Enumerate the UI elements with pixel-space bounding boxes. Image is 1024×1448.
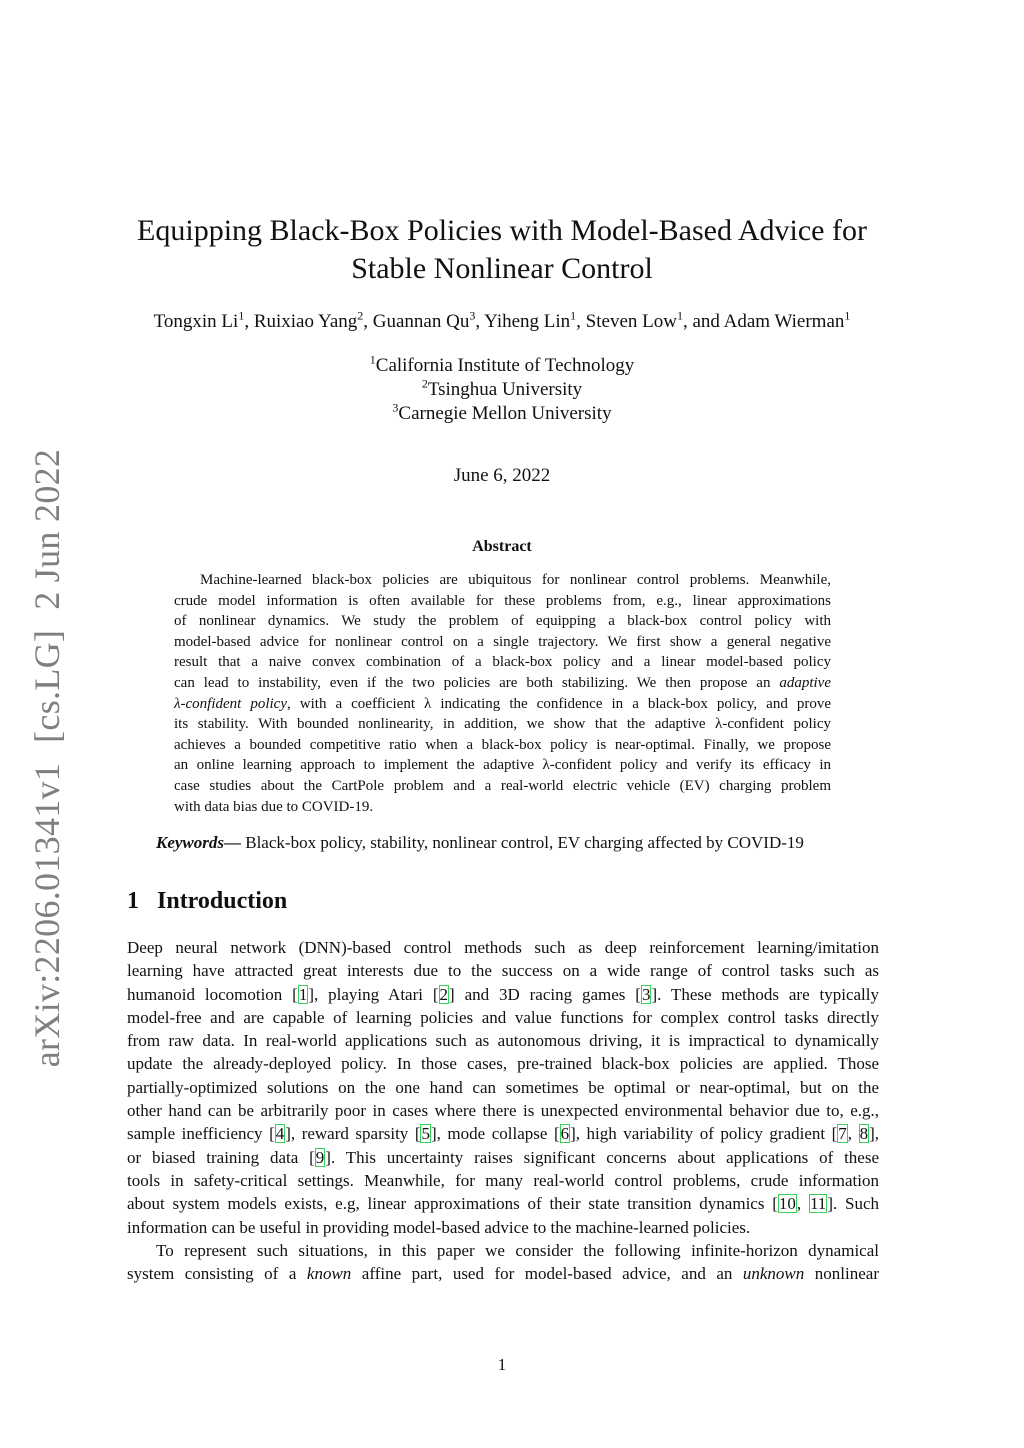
text-run: Deep neural network (DNN)-based control methods such as deep reinforcement learning/imitation bbox=[127, 938, 879, 957]
abstract-line: λ-confident policy, with a coefficient λ indicating the confidence in a black-box policy, and prove bbox=[174, 695, 832, 712]
text-run: information can be useful in providing model-based advice to the machine-learned policies. bbox=[127, 1217, 751, 1237]
keywords-label: Keywords— bbox=[156, 833, 241, 852]
intro-line bbox=[127, 1216, 879, 1239]
author-separator: , bbox=[244, 311, 254, 332]
author-name: Tongxin Li bbox=[153, 311, 239, 332]
introduction-body bbox=[127, 936, 879, 1285]
keywords-line bbox=[156, 833, 876, 853]
text-run: or biased training data [ bbox=[127, 1147, 315, 1167]
affiliation-mark: 1 bbox=[369, 352, 376, 367]
text-run: ]. This uncertainty raises significant concerns about applications of these bbox=[325, 1147, 879, 1167]
affiliation-mark: 2 bbox=[421, 376, 428, 391]
text-run: ], high variability of policy gradient [ bbox=[570, 1124, 838, 1144]
abstract-line: model-based advice for nonlinear control on a single trajectory. We first show a general negative bbox=[174, 633, 831, 650]
citation-link[interactable]: 1 bbox=[298, 984, 308, 1004]
intro-line bbox=[127, 1052, 879, 1075]
author-affiliation-mark: 1 bbox=[676, 308, 683, 323]
publication-date: June 6, 2022 bbox=[453, 465, 551, 486]
intro-line bbox=[127, 1239, 879, 1262]
affiliation-name: Carnegie Mellon University bbox=[398, 403, 612, 424]
citation-link[interactable]: 6 bbox=[560, 1124, 570, 1144]
author-separator: , bbox=[576, 311, 586, 332]
title-line: Stable Nonlinear Control bbox=[351, 252, 653, 285]
intro-line bbox=[127, 1029, 879, 1052]
citation-link[interactable]: 9 bbox=[315, 1147, 325, 1167]
text-run: model-free and are capable of learning policies and value functions for complex control tasks directly bbox=[127, 1007, 879, 1027]
citation-link[interactable]: 4 bbox=[275, 1124, 285, 1144]
text-run: affine part, used for model-based advice, and an bbox=[351, 1264, 743, 1284]
text-run: ], reward sparsity [ bbox=[285, 1124, 421, 1144]
section-number: 1 bbox=[127, 888, 139, 914]
author-separator: , bbox=[363, 311, 373, 332]
emphasis: known bbox=[306, 1264, 352, 1284]
abstract-line: an online learning approach to implement the adaptive λ-confident policy and verify its efficacy in bbox=[174, 757, 831, 774]
author-name: Ruixiao Yang bbox=[253, 311, 358, 332]
text-run: ]. These methods are typically bbox=[651, 984, 879, 1004]
text-run: humanoid locomotion [ bbox=[127, 984, 298, 1004]
citation-link[interactable]: 11 bbox=[809, 1194, 827, 1214]
arxiv-date: 2 Jun 2022 bbox=[27, 448, 67, 610]
intro-line bbox=[127, 1122, 879, 1145]
intro-line bbox=[127, 1146, 879, 1169]
text-run: from raw data. In real-world applications such as autonomous driving, it is impractical to dynamically bbox=[127, 1031, 879, 1051]
affiliation bbox=[0, 402, 1004, 426]
text-run: nonlinear bbox=[804, 1264, 879, 1284]
citation-link[interactable]: 3 bbox=[641, 984, 651, 1004]
author-separator: , and bbox=[682, 311, 724, 332]
author-name: Adam Wierman bbox=[723, 311, 845, 332]
text-run: update the already-deployed policy. In those cases, pre-trained black-box policies are applied. Those bbox=[127, 1054, 879, 1074]
text-run: about system models exists, e.g, linear approximations of their state transition dynamics [ bbox=[127, 1194, 778, 1214]
intro-line bbox=[127, 1076, 879, 1099]
emphasis: unknown bbox=[742, 1264, 805, 1284]
abstract-line: result that a naive convex combination of a black-box policy and a linear model-based policy bbox=[174, 654, 831, 671]
intro-line bbox=[127, 959, 879, 982]
abstract-line: Machine-learned black-box policies are ubiquitous for nonlinear control problems. Meanwhile, bbox=[200, 572, 831, 588]
citation-link[interactable]: 2 bbox=[439, 984, 449, 1004]
section-heading bbox=[127, 888, 287, 915]
emphasis: λ-confident policy bbox=[174, 695, 287, 712]
intro-line bbox=[127, 1192, 879, 1215]
author-list bbox=[0, 308, 1004, 333]
intro-line bbox=[127, 1262, 879, 1285]
arxiv-category: [cs.LG] bbox=[27, 629, 67, 743]
citation-link[interactable]: 8 bbox=[859, 1124, 869, 1144]
affiliation-name: California Institute of Technology bbox=[375, 355, 635, 376]
author-affiliation-mark: 2 bbox=[357, 308, 364, 323]
intro-line bbox=[127, 1099, 879, 1122]
abstract-heading: Abstract bbox=[472, 538, 532, 555]
affiliation-list bbox=[0, 354, 1004, 426]
text-run: system consisting of a bbox=[127, 1264, 307, 1284]
citation-link[interactable]: 5 bbox=[421, 1124, 430, 1144]
intro-line bbox=[127, 1006, 879, 1029]
text-run: To represent such situations, in this paper we consider the following infinite-horizon dynamical bbox=[156, 1240, 879, 1260]
author-affiliation-mark: 1 bbox=[238, 308, 245, 323]
text-run: tools in safety-critical settings. Meanwhile, for many real-world control problems, crude information bbox=[127, 1170, 879, 1190]
text-run: ], mode collapse [ bbox=[430, 1124, 560, 1144]
author-affiliation-mark: 3 bbox=[469, 308, 476, 323]
text-run: sample inefficiency [ bbox=[127, 1124, 275, 1144]
affiliation bbox=[0, 354, 1004, 378]
paper-title bbox=[0, 212, 1004, 288]
affiliation-name: Tsinghua University bbox=[427, 379, 583, 400]
abstract-line: achieves a bounded competitive ratio when a black-box policy is near-optimal. Finally, we propose bbox=[174, 736, 831, 753]
abstract-line: case studies about the CartPole problem and a real-world electric vehicle (EV) charging problem bbox=[174, 777, 831, 794]
author-affiliation-mark: 1 bbox=[570, 308, 577, 323]
abstract-line: of nonlinear dynamics. We study the problem of equipping a black-box control policy with bbox=[174, 613, 831, 630]
keywords-text: Black-box policy, stability, nonlinear control, EV charging affected by COVID-19 bbox=[241, 833, 804, 852]
intro-line bbox=[127, 1169, 879, 1192]
affiliation-mark: 3 bbox=[392, 400, 399, 415]
text-run: learning have attracted great interests due to the success on a wide range of control tasks such as bbox=[127, 961, 879, 981]
intro-line bbox=[127, 936, 879, 959]
author-name: Steven Low bbox=[585, 311, 677, 332]
text-run: ] and 3D racing games [ bbox=[449, 984, 641, 1004]
text-run: , bbox=[847, 1124, 859, 1144]
author-separator: , bbox=[475, 311, 485, 332]
abstract-line: crude model information is often available for these problems from, e.g., linear approximations bbox=[174, 592, 831, 609]
citation-link[interactable]: 7 bbox=[838, 1124, 847, 1144]
arxiv-id: arXiv:2206.01341v1 bbox=[27, 762, 67, 1068]
affiliation bbox=[0, 378, 1004, 402]
section-title: Introduction bbox=[157, 888, 288, 914]
abstract-line: its stability. With bounded nonlinearity, in addition, we show that the adaptive λ-confident policy bbox=[174, 716, 831, 733]
title-line: Equipping Black-Box Policies with Model-Based Advice for bbox=[137, 214, 867, 247]
text-run: ], playing Atari [ bbox=[308, 984, 439, 1004]
text-run: , bbox=[796, 1194, 809, 1214]
text-run: other hand can be arbitrarily poor in cases where there is unexpected environmental behavior due to, e.g., bbox=[127, 1101, 879, 1121]
author-name: Yiheng Lin bbox=[484, 311, 571, 332]
arxiv-identifier-stamp bbox=[26, 429, 68, 1067]
page-number: 1 bbox=[497, 1355, 507, 1374]
text-run: ], bbox=[869, 1124, 879, 1144]
citation-link[interactable]: 10 bbox=[778, 1194, 796, 1214]
intro-line bbox=[127, 983, 879, 1006]
text-run: partially-optimized solutions on the one hand can sometimes be optimal or near-optimal, but on the bbox=[127, 1077, 879, 1097]
abstract-body bbox=[174, 570, 831, 817]
text-run: ]. Such bbox=[827, 1194, 880, 1214]
abstract-line: can lead to instability, even if the two policies are both stabilizing. We then propose an adaptive bbox=[174, 674, 831, 691]
abstract-line: with data bias due to COVID-19. bbox=[174, 798, 374, 815]
author-affiliation-mark: 1 bbox=[844, 308, 851, 323]
emphasis: adaptive bbox=[779, 674, 831, 691]
author-name: Guannan Qu bbox=[372, 311, 470, 332]
